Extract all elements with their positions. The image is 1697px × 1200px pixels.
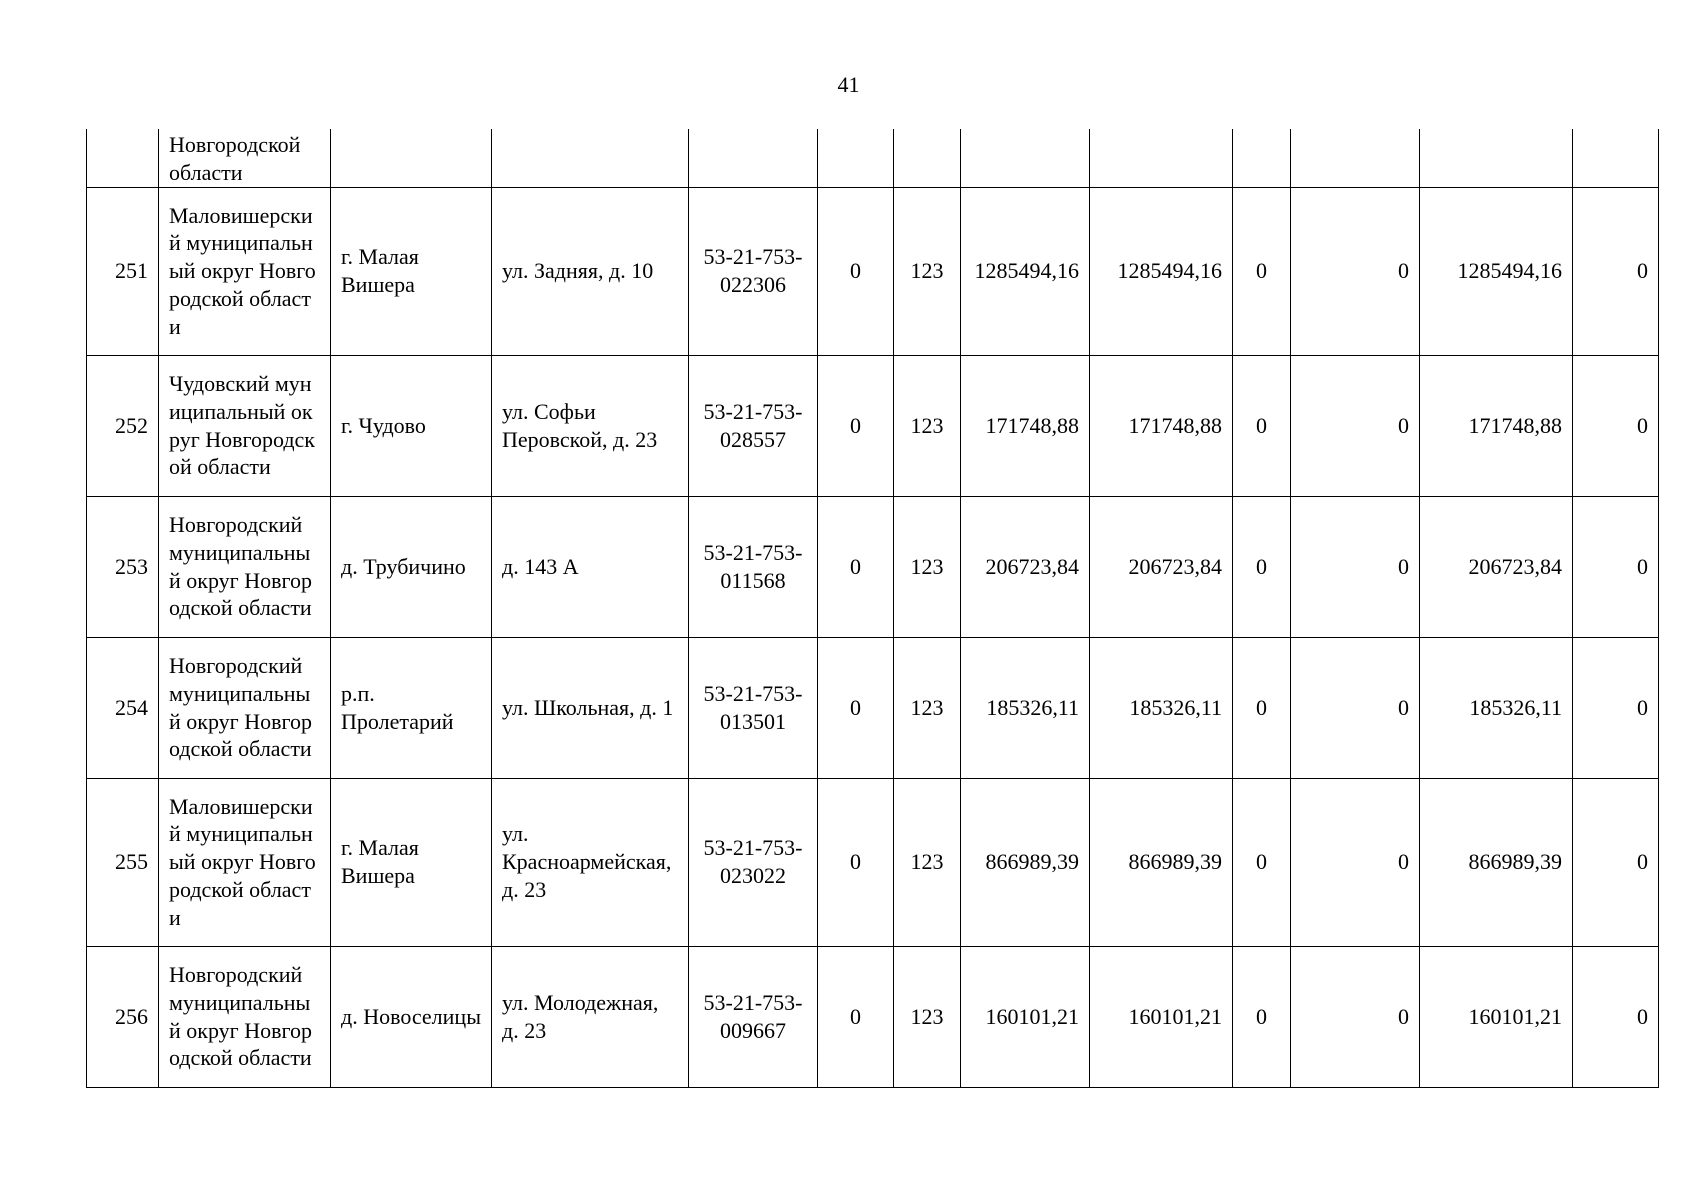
cell-c2 — [894, 129, 961, 187]
cell-settlement: г. Малая Вишера — [331, 187, 492, 355]
cell-total — [961, 129, 1090, 187]
cell-c1 — [818, 129, 894, 187]
cell-v5: 0 — [1573, 778, 1659, 946]
cell-v4: 1285494,16 — [1420, 187, 1573, 355]
cell-c1: 0 — [818, 187, 894, 355]
cell-v1: 206723,84 — [1090, 496, 1233, 637]
cell-v3: 0 — [1291, 187, 1420, 355]
cell-address: ул. Софьи Перовской, д. 23 — [492, 355, 689, 496]
cell-v4: 171748,88 — [1420, 355, 1573, 496]
cell-v2: 0 — [1233, 187, 1291, 355]
cell-c2: 123 — [894, 946, 961, 1087]
cell-address: ул. Красноармейская, д. 23 — [492, 778, 689, 946]
cell-c1: 0 — [818, 355, 894, 496]
table-row-continued — [87, 129, 1659, 187]
cell-v5: 0 — [1573, 355, 1659, 496]
cell-v5: 0 — [1573, 187, 1659, 355]
cell-total: 1285494,16 — [961, 187, 1090, 355]
cell-c2: 123 — [894, 496, 961, 637]
cell-total: 160101,21 — [961, 946, 1090, 1087]
cell-settlement: г. Малая Вишера — [331, 778, 492, 946]
cell-v2 — [1233, 129, 1291, 187]
cell-settlement: г. Чудово — [331, 355, 492, 496]
cell-district: Новгородский муниципальный округ Новгородской области — [159, 637, 331, 778]
table-row — [87, 496, 1659, 637]
cell-code: 53-21-753-009667 — [689, 946, 818, 1087]
cell-settlement: д. Новоселицы — [331, 946, 492, 1087]
cell-v4: 185326,11 — [1420, 637, 1573, 778]
cell-settlement: р.п. Пролетарий — [331, 637, 492, 778]
cell-v3: 0 — [1291, 496, 1420, 637]
cell-v3: 0 — [1291, 778, 1420, 946]
table-body — [87, 129, 1659, 1087]
cell-district: Маловишерский муниципальный округ Новгородской области — [159, 187, 331, 355]
cell-address — [492, 129, 689, 187]
cell-district: Новгородской области — [159, 129, 331, 187]
cell-v3: 0 — [1291, 355, 1420, 496]
cell-address: д. 143 А — [492, 496, 689, 637]
cell-settlement: д. Трубичино — [331, 496, 492, 637]
cell-v5: 0 — [1573, 637, 1659, 778]
cell-index: 252 — [87, 355, 159, 496]
cell-code: 53-21-753-023022 — [689, 778, 818, 946]
cell-v2: 0 — [1233, 355, 1291, 496]
cell-district: Новгородский муниципальный округ Новгородской области — [159, 946, 331, 1087]
cell-v1 — [1090, 129, 1233, 187]
cell-code — [689, 129, 818, 187]
cell-v1: 171748,88 — [1090, 355, 1233, 496]
table-row — [87, 187, 1659, 355]
cell-v5 — [1573, 129, 1659, 187]
cell-index: 253 — [87, 496, 159, 637]
cell-code: 53-21-753-022306 — [689, 187, 818, 355]
cell-district: Чудовский муниципальный округ Новгородской области — [159, 355, 331, 496]
cell-index: 251 — [87, 187, 159, 355]
cell-c1: 0 — [818, 946, 894, 1087]
cell-c1: 0 — [818, 496, 894, 637]
cell-address: ул. Задняя, д. 10 — [492, 187, 689, 355]
table-row — [87, 946, 1659, 1087]
cell-v2: 0 — [1233, 778, 1291, 946]
cell-c2: 123 — [894, 187, 961, 355]
cell-index: 255 — [87, 778, 159, 946]
cell-address: ул. Молодежная, д. 23 — [492, 946, 689, 1087]
cell-v5: 0 — [1573, 496, 1659, 637]
cell-v5: 0 — [1573, 946, 1659, 1087]
cell-v1: 160101,21 — [1090, 946, 1233, 1087]
cell-v2: 0 — [1233, 637, 1291, 778]
cell-c1: 0 — [818, 637, 894, 778]
cell-c2: 123 — [894, 355, 961, 496]
cell-v3: 0 — [1291, 637, 1420, 778]
cell-v4: 160101,21 — [1420, 946, 1573, 1087]
cell-district: Маловишерский муниципальный округ Новгородской области — [159, 778, 331, 946]
table-row — [87, 637, 1659, 778]
table-row — [87, 355, 1659, 496]
cell-v2: 0 — [1233, 946, 1291, 1087]
cell-district: Новгородский муниципальный округ Новгородской области — [159, 496, 331, 637]
cell-index — [87, 129, 159, 187]
cell-code: 53-21-753-028557 — [689, 355, 818, 496]
cell-index: 254 — [87, 637, 159, 778]
cell-v4 — [1420, 129, 1573, 187]
cell-total: 206723,84 — [961, 496, 1090, 637]
cell-total: 185326,11 — [961, 637, 1090, 778]
cell-v2: 0 — [1233, 496, 1291, 637]
cell-v3 — [1291, 129, 1420, 187]
cell-settlement — [331, 129, 492, 187]
cell-v4: 206723,84 — [1420, 496, 1573, 637]
cell-code: 53-21-753-011568 — [689, 496, 818, 637]
cell-v1: 866989,39 — [1090, 778, 1233, 946]
data-table — [86, 129, 1659, 1088]
cell-v4: 866989,39 — [1420, 778, 1573, 946]
cell-v3: 0 — [1291, 946, 1420, 1087]
cell-v1: 1285494,16 — [1090, 187, 1233, 355]
page-number: 41 — [837, 72, 860, 97]
cell-index: 256 — [87, 946, 159, 1087]
cell-c2: 123 — [894, 637, 961, 778]
cell-address: ул. Школьная, д. 1 — [492, 637, 689, 778]
cell-code: 53-21-753-013501 — [689, 637, 818, 778]
cell-v1: 185326,11 — [1090, 637, 1233, 778]
cell-total: 171748,88 — [961, 355, 1090, 496]
cell-total: 866989,39 — [961, 778, 1090, 946]
cell-c1: 0 — [818, 778, 894, 946]
cell-c2: 123 — [894, 778, 961, 946]
table-row — [87, 778, 1659, 946]
